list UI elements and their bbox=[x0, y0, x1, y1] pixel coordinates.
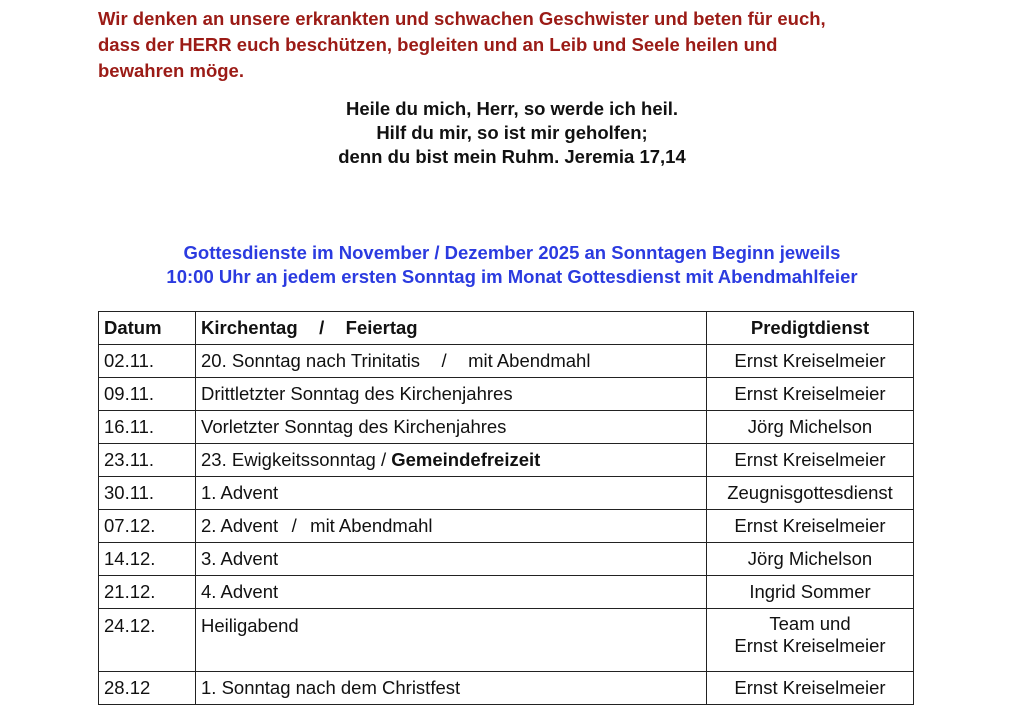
header-separator: / bbox=[319, 317, 325, 338]
preacher-cell: Ernst Kreiselmeier bbox=[707, 510, 914, 543]
heading-line: Gottesdienste im November / Dezember 2025 an Sonntagen Beginn jeweils bbox=[183, 242, 841, 263]
table-row bbox=[99, 411, 914, 444]
verse-line: denn du bist mein Ruhm. Jeremia 17,14 bbox=[338, 146, 686, 167]
table-row bbox=[99, 609, 914, 672]
service-table bbox=[98, 311, 914, 705]
day-cell bbox=[196, 510, 707, 543]
header-feiertag-label: Feiertag bbox=[345, 317, 418, 338]
intro-line: dass der HERR euch beschützen, begleiten und an Leib und Seele heilen und bbox=[98, 34, 778, 55]
service-schedule-heading bbox=[0, 241, 1024, 289]
preacher-cell: Ernst Kreiselmeier bbox=[707, 444, 914, 477]
bible-verse bbox=[0, 97, 1024, 169]
date-cell: 07.12. bbox=[99, 510, 196, 543]
day-text: 2. Advent bbox=[201, 515, 279, 536]
header-kirchentag-label: Kirchentag bbox=[201, 317, 298, 338]
table-row bbox=[99, 444, 914, 477]
date-cell: 21.12. bbox=[99, 576, 196, 609]
day-separator: / bbox=[441, 350, 447, 371]
preacher-line: Ernst Kreiselmeier bbox=[734, 635, 886, 656]
intro-line: Wir denken an unsere erkrankten und schwachen Geschwister und beten für euch, bbox=[98, 8, 826, 29]
day-cell bbox=[196, 345, 707, 378]
preacher-cell: Jörg Michelson bbox=[707, 543, 914, 576]
table-row bbox=[99, 378, 914, 411]
day-cell: Heiligabend bbox=[196, 609, 707, 672]
date-cell: 02.11. bbox=[99, 345, 196, 378]
preacher-line: Team und bbox=[769, 613, 851, 634]
day-cell bbox=[196, 444, 707, 477]
preacher-cell: Ingrid Sommer bbox=[707, 576, 914, 609]
date-cell: 28.12 bbox=[99, 672, 196, 705]
day-text: 20. Sonntag nach Trinitatis bbox=[201, 350, 421, 371]
preacher-cell: Ernst Kreiselmeier bbox=[707, 345, 914, 378]
intro-paragraph bbox=[98, 6, 958, 84]
day-separator: / bbox=[291, 515, 297, 536]
header-predigtdienst: Predigtdienst bbox=[707, 312, 914, 345]
date-cell: 09.11. bbox=[99, 378, 196, 411]
day-cell: 4. Advent bbox=[196, 576, 707, 609]
day-cell: 1. Sonntag nach dem Christfest bbox=[196, 672, 707, 705]
date-cell: 14.12. bbox=[99, 543, 196, 576]
verse-line: Hilf du mir, so ist mir geholfen; bbox=[376, 122, 648, 143]
date-cell: 24.12. bbox=[99, 609, 196, 672]
date-cell: 30.11. bbox=[99, 477, 196, 510]
day-cell: 3. Advent bbox=[196, 543, 707, 576]
day-cell: Vorletzter Sonntag des Kirchenjahres bbox=[196, 411, 707, 444]
preacher-cell: Ernst Kreiselmeier bbox=[707, 672, 914, 705]
header-kirchentag bbox=[196, 312, 707, 345]
preacher-cell: Jörg Michelson bbox=[707, 411, 914, 444]
date-cell: 23.11. bbox=[99, 444, 196, 477]
table-header-row bbox=[99, 312, 914, 345]
table-row bbox=[99, 477, 914, 510]
table-row bbox=[99, 576, 914, 609]
day-text: 23. Ewigkeitssonntag / bbox=[201, 449, 392, 470]
preacher-cell: Ernst Kreiselmeier bbox=[707, 378, 914, 411]
verse-line: Heile du mich, Herr, so werde ich heil. bbox=[345, 98, 679, 119]
day-extra: mit Abendmahl bbox=[310, 515, 433, 536]
day-extra: mit Abendmahl bbox=[468, 350, 591, 371]
header-datum: Datum bbox=[99, 312, 196, 345]
day-cell: 1. Advent bbox=[196, 477, 707, 510]
table-row bbox=[99, 672, 914, 705]
preacher-cell bbox=[707, 609, 914, 672]
date-cell: 16.11. bbox=[99, 411, 196, 444]
day-cell: Drittletzter Sonntag des Kirchenjahres bbox=[196, 378, 707, 411]
table-row bbox=[99, 543, 914, 576]
table-row bbox=[99, 510, 914, 543]
preacher-cell: Zeugnisgottesdienst bbox=[707, 477, 914, 510]
intro-line: bewahren möge. bbox=[98, 60, 244, 81]
day-bold-text: Gemeindefreizeit bbox=[391, 449, 541, 470]
table-row bbox=[99, 345, 914, 378]
heading-line: 10:00 Uhr an jedem ersten Sonntag im Monat Gottesdienst mit Abendmahlfeier bbox=[166, 266, 858, 287]
